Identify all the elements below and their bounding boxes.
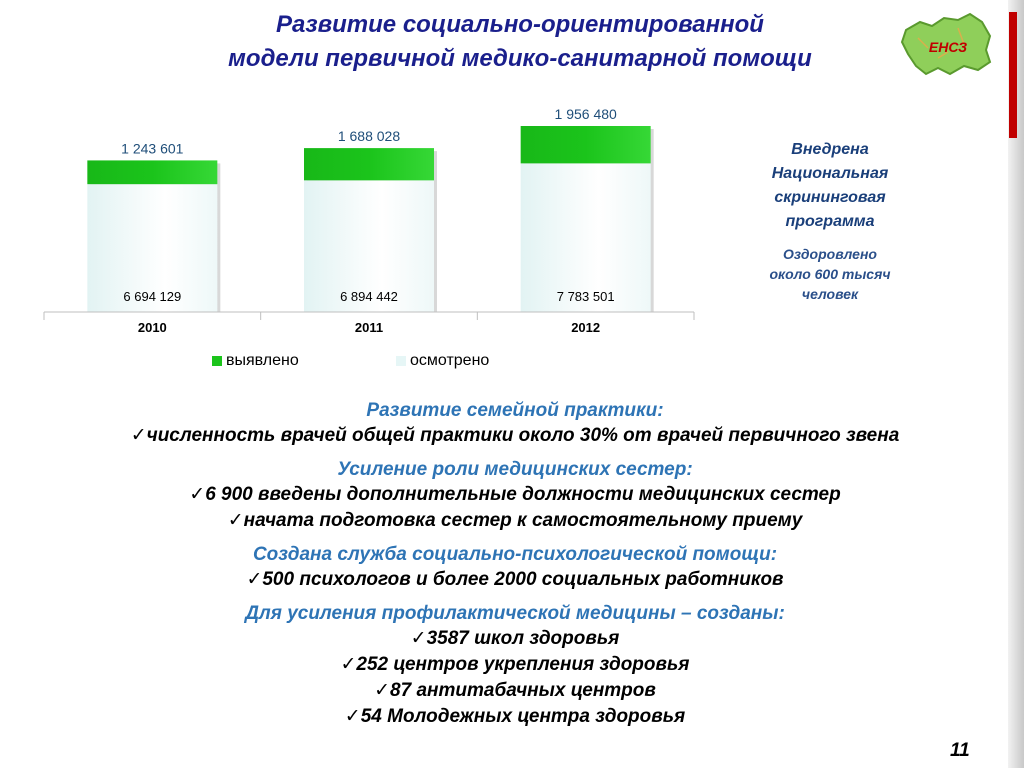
section-heading: Создана служба социально-психологической помощи:	[252, 544, 778, 565]
title-line-2: модели первичной медико-санитарной помощи	[228, 45, 812, 72]
legend-swatch-examined	[396, 356, 406, 366]
list-item-text: 252 центров укрепления здоровья	[356, 654, 690, 675]
list-item	[80, 423, 950, 449]
data-label-examined-2011: 6 894 442	[340, 289, 398, 304]
screening-result-line: человек	[801, 286, 859, 302]
screening-heading-line: Национальная	[771, 165, 889, 182]
data-label-detected-2011: 1 688 028	[337, 128, 401, 145]
checkmark-icon: ✓	[344, 706, 361, 727]
list-item-text: 54 Молодежных центра здоровья	[360, 706, 686, 727]
checkmark-icon: ✓	[227, 510, 244, 531]
data-label-examined-2010: 6 694 129	[123, 289, 182, 304]
page-number: 11	[950, 740, 970, 761]
legend-label-detected: выявлено	[226, 352, 299, 369]
legend-item-detected	[212, 352, 299, 370]
section-heading: Усиление роли медицинских сестер:	[337, 459, 693, 480]
list-item	[40, 652, 990, 678]
checkmark-icon: ✓	[374, 680, 391, 701]
screening-note	[730, 138, 930, 304]
checkmark-icon: ✓	[246, 569, 263, 590]
title-line-1: Развитие социально-ориентированной	[276, 11, 764, 38]
screening-heading-line: скрининговая	[774, 189, 886, 206]
bar-detected-2010	[87, 160, 217, 184]
list-item-text: численность врачей общей практики около 30% от врачей первичного звена	[146, 425, 900, 446]
list-item	[40, 678, 990, 704]
data-label-detected-2012: 1 956 480	[554, 106, 617, 122]
data-label-detected-2010: 1 243 601	[121, 140, 184, 157]
list-item-text: 500 психологов и более 2000 социальных работников	[262, 569, 784, 590]
bar-detected-2011	[304, 148, 434, 180]
data-label-examined-2012: 7 783 501	[556, 289, 615, 304]
list-item-text: 6 900 введены дополнительные должности медицинских сестер	[205, 484, 841, 505]
section-heading: Развитие семейной практики:	[366, 400, 664, 421]
bar-detected-2012	[521, 126, 651, 163]
logo-label: ЕНСЗ	[928, 39, 968, 55]
list-item	[40, 567, 990, 593]
x-tick-label-2012: 2012	[571, 320, 601, 335]
checkmark-icon: ✓	[410, 628, 427, 649]
x-tick-label-2011: 2011	[354, 320, 384, 335]
screening-result-line: Оздоровлено	[783, 246, 877, 262]
list-item	[40, 482, 990, 508]
list-item	[40, 508, 990, 534]
screening-result	[730, 244, 930, 304]
checkmark-icon: ✓	[189, 484, 206, 505]
legend-swatch-detected	[212, 356, 222, 366]
screening-result-line: около 600 тысяч	[769, 266, 891, 282]
x-tick-label-2010: 2010	[137, 320, 167, 335]
list-item-text: 3587 школ здоровья	[426, 628, 620, 649]
list-item	[40, 704, 990, 730]
legend-label-examined: осмотрено	[410, 352, 490, 369]
legend-item-examined	[396, 352, 489, 370]
screening-heading	[730, 138, 930, 234]
list-item-text: начата подготовка сестер к самостоятельному приему	[243, 510, 803, 531]
checkmark-icon: ✓	[130, 425, 147, 446]
list-item	[40, 626, 990, 652]
section-heading: Для усиления профилактической медицины – созданы:	[245, 603, 785, 624]
achievements-list	[40, 398, 990, 730]
screening-heading-line: программа	[785, 213, 875, 230]
list-item-text: 87 антитабачных центров	[390, 680, 656, 701]
screening-heading-line: Внедрена	[791, 141, 869, 158]
checkmark-icon: ✓	[340, 654, 357, 675]
